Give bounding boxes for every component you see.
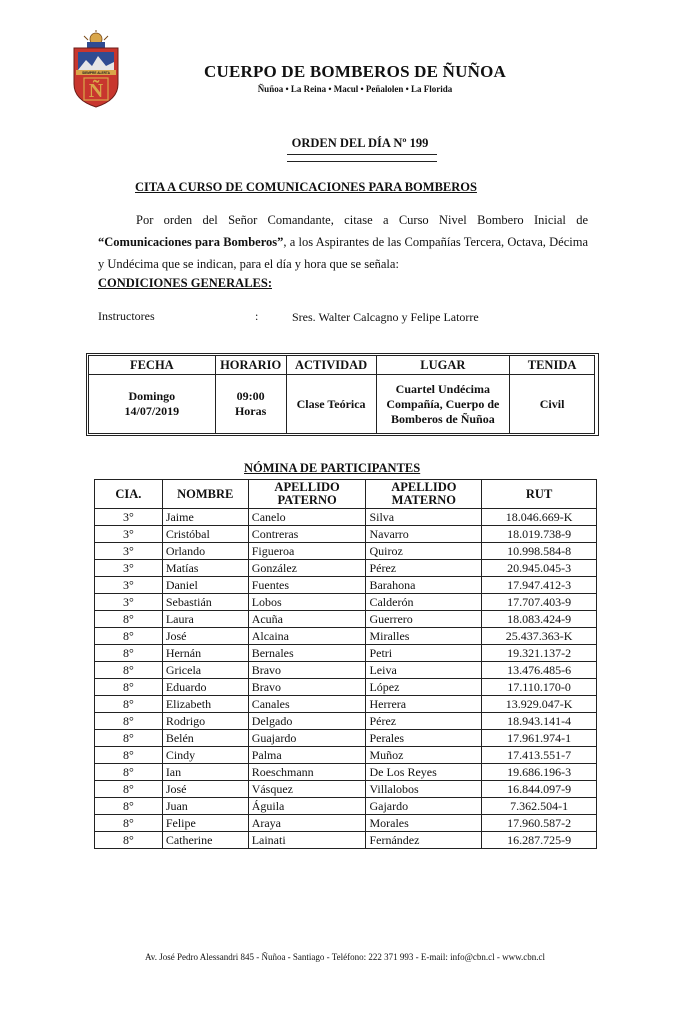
participant-cia-cell: 8° — [95, 798, 163, 815]
participant-materno-cell: Calderón — [366, 594, 482, 611]
logo-motto: SIEMPRE ALERTA — [82, 71, 110, 75]
participant-nombre-cell: Ian — [162, 764, 248, 781]
participant-rut-cell: 17.960.587-2 — [482, 815, 597, 832]
table-row — [95, 798, 597, 815]
participant-paterno-cell: Araya — [248, 815, 366, 832]
table-row — [95, 730, 597, 747]
participant-materno-cell: Fernández — [366, 832, 482, 849]
document-heading: CITA A CURSO DE COMUNICACIONES PARA BOMBEROS — [135, 180, 477, 194]
participant-rut-cell: 25.437.363-K — [482, 628, 597, 645]
table-row — [95, 645, 597, 662]
participant-cia-cell: 8° — [95, 679, 163, 696]
participant-rut-cell: 17.110.170-0 — [482, 679, 597, 696]
participant-materno-cell: Petri — [366, 645, 482, 662]
participant-materno-cell: Villalobos — [366, 781, 482, 798]
table-row — [95, 764, 597, 781]
schedule-date: 14/07/2019 — [124, 404, 180, 418]
participant-rut-cell: 18.046.669-K — [482, 509, 597, 526]
participants-title: NÓMINA DE PARTICIPANTES — [244, 461, 421, 475]
schedule-cell-actividad: Clase Teórica — [286, 375, 376, 434]
participant-paterno-cell: Bravo — [248, 662, 366, 679]
participant-rut-cell: 18.943.141-4 — [482, 713, 597, 730]
participant-paterno-cell: Fuentes — [248, 577, 366, 594]
participant-paterno-cell: Canales — [248, 696, 366, 713]
participant-paterno-cell: Acuña — [248, 611, 366, 628]
intro-text-2: , a los Aspirantes de las Compañías Tercera, Octava, Décima y Undécima que se indican, para el día y hora que se señala: — [98, 235, 589, 271]
table-row — [95, 696, 597, 713]
table-row — [95, 577, 597, 594]
participant-nombre-cell: Cristóbal — [162, 526, 248, 543]
table-row — [95, 611, 597, 628]
participant-rut-cell: 10.998.584-8 — [482, 543, 597, 560]
participant-nombre-cell: Gricela — [162, 662, 248, 679]
participant-nombre-cell: Felipe — [162, 815, 248, 832]
participant-nombre-cell: Sebastián — [162, 594, 248, 611]
schedule-table — [88, 355, 595, 434]
schedule-place-line-1: Cuartel Undécima — [395, 381, 490, 396]
participant-nombre-cell: Belén — [162, 730, 248, 747]
instructors-label: Instructores — [98, 309, 155, 323]
schedule-row — [89, 375, 595, 434]
participant-paterno-cell: Vásquez — [248, 781, 366, 798]
participant-nombre-cell: Orlando — [162, 543, 248, 560]
participant-nombre-cell: Rodrigo — [162, 713, 248, 730]
schedule-header-fecha: FECHA — [89, 356, 216, 375]
schedule-header-lugar: LUGAR — [376, 356, 510, 375]
participant-materno-cell: Barahona — [366, 577, 482, 594]
schedule-header-actividad: ACTIVIDAD — [286, 356, 376, 375]
participant-nombre-cell: Juan — [162, 798, 248, 815]
participant-rut-cell: 7.362.504-1 — [482, 798, 597, 815]
participant-nombre-cell: Elizabeth — [162, 696, 248, 713]
participant-materno-cell: Perales — [366, 730, 482, 747]
participant-rut-cell: 13.476.485-6 — [482, 662, 597, 679]
participant-cia-cell: 3° — [95, 526, 163, 543]
instructors-colon: : — [255, 309, 259, 323]
participant-materno-cell: Guerrero — [366, 611, 482, 628]
schedule-cell-horario — [215, 375, 286, 434]
schedule-time-unit: Horas — [234, 404, 267, 418]
participant-cia-cell: 8° — [95, 832, 163, 849]
participant-nombre-cell: Hernán — [162, 645, 248, 662]
order-title-double-rule — [287, 154, 437, 162]
participant-paterno-cell: Bravo — [248, 679, 366, 696]
participant-rut-cell: 17.947.412-3 — [482, 577, 597, 594]
table-row — [95, 543, 597, 560]
logo-letter: Ñ — [88, 80, 104, 102]
schedule-cell-fecha — [89, 375, 216, 434]
schedule-place-line-2: Compañía, Cuerpo de — [386, 396, 500, 411]
participant-paterno-cell: Lainati — [248, 832, 366, 849]
participant-paterno-cell: Alcaina — [248, 628, 366, 645]
intro-course-name: “Comunicaciones para Bomberos” — [98, 235, 284, 249]
participant-materno-cell: Herrera — [366, 696, 482, 713]
participant-rut-cell: 17.707.403-9 — [482, 594, 597, 611]
table-row — [95, 713, 597, 730]
participant-materno-cell: Gajardo — [366, 798, 482, 815]
participant-cia-cell: 8° — [95, 713, 163, 730]
table-row — [95, 781, 597, 798]
participant-nombre-cell: Laura — [162, 611, 248, 628]
schedule-header-horario: HORARIO — [215, 356, 286, 375]
participant-cia-cell: 8° — [95, 611, 163, 628]
participant-paterno-cell: Guajardo — [248, 730, 366, 747]
schedule-header-row — [89, 356, 595, 375]
participant-cia-cell: 8° — [95, 815, 163, 832]
participant-materno-cell: Navarro — [366, 526, 482, 543]
participant-materno-cell: Pérez — [366, 713, 482, 730]
participants-header-nombre: NOMBRE — [162, 480, 248, 509]
table-row — [95, 662, 597, 679]
participants-header-paterno — [248, 480, 366, 509]
participant-nombre-cell: Daniel — [162, 577, 248, 594]
participant-rut-cell: 17.413.551-7 — [482, 747, 597, 764]
participant-cia-cell: 3° — [95, 577, 163, 594]
participant-cia-cell: 8° — [95, 696, 163, 713]
participant-rut-cell: 17.961.974-1 — [482, 730, 597, 747]
participant-rut-cell: 18.083.424-9 — [482, 611, 597, 628]
participant-rut-cell: 19.321.137-2 — [482, 645, 597, 662]
schedule-header-tenida: TENIDA — [510, 356, 595, 375]
schedule-day: Domingo — [128, 389, 176, 403]
participants-header-cia: CIA. — [95, 480, 163, 509]
schedule-cell-lugar — [376, 375, 510, 434]
participant-materno-cell: Miralles — [366, 628, 482, 645]
table-row — [95, 747, 597, 764]
general-conditions-heading: CONDICIONES GENERALES: — [98, 276, 272, 290]
table-row — [95, 560, 597, 577]
participant-cia-cell: 8° — [95, 747, 163, 764]
participant-nombre-cell: José — [162, 628, 248, 645]
participant-rut-cell: 18.019.738-9 — [482, 526, 597, 543]
participants-header-rut: RUT — [482, 480, 597, 509]
participant-materno-cell: Pérez — [366, 560, 482, 577]
participant-paterno-cell: Figueroa — [248, 543, 366, 560]
footer-contact: Av. José Pedro Alessandri 845 - Ñuñoa - Santiago - Teléfono: 222 371 993 - E-mail: info@cbn.cl - www.cbn.cl — [144, 952, 546, 962]
participant-materno-cell: Leiva — [366, 662, 482, 679]
participant-cia-cell: 8° — [95, 645, 163, 662]
participant-paterno-cell: González — [248, 560, 366, 577]
participant-paterno-cell: Lobos — [248, 594, 366, 611]
participant-nombre-cell: Cindy — [162, 747, 248, 764]
participant-cia-cell: 8° — [95, 730, 163, 747]
participant-nombre-cell: Catherine — [162, 832, 248, 849]
participant-paterno-cell: Contreras — [248, 526, 366, 543]
participant-materno-cell: Morales — [366, 815, 482, 832]
participant-materno-cell: Silva — [366, 509, 482, 526]
participant-materno-cell: Muñoz — [366, 747, 482, 764]
participant-paterno-cell: Palma — [248, 747, 366, 764]
organization-communes: Ñuñoa • La Reina • Macul • Peñalolen • La Florida — [257, 84, 453, 94]
participant-cia-cell: 3° — [95, 560, 163, 577]
participant-materno-cell: López — [366, 679, 482, 696]
participant-nombre-cell: Eduardo — [162, 679, 248, 696]
participant-nombre-cell: José — [162, 781, 248, 798]
schedule-place-line-3: Bomberos de Ñuñoa — [390, 411, 495, 426]
participant-rut-cell: 16.287.725-9 — [482, 832, 597, 849]
participant-materno-cell: De Los Reyes — [366, 764, 482, 781]
participant-paterno-cell: Águila — [248, 798, 366, 815]
participant-cia-cell: 8° — [95, 764, 163, 781]
table-row — [95, 594, 597, 611]
participants-body — [95, 509, 597, 849]
table-row — [95, 679, 597, 696]
participant-nombre-cell: Matías — [162, 560, 248, 577]
table-row — [95, 509, 597, 526]
table-row — [95, 628, 597, 645]
participant-paterno-cell: Canelo — [248, 509, 366, 526]
participant-cia-cell: 8° — [95, 662, 163, 679]
participant-rut-cell: 19.686.196-3 — [482, 764, 597, 781]
intro-text-1: Por orden del Señor Comandante, citase a Curso Nivel Bombero Inicial de — [136, 213, 588, 227]
table-row — [95, 526, 597, 543]
participant-rut-cell: 16.844.097-9 — [482, 781, 597, 798]
header-paterno-line-1: APELLIDO — [274, 480, 340, 494]
participant-rut-cell: 13.929.047-K — [482, 696, 597, 713]
participant-cia-cell: 3° — [95, 543, 163, 560]
schedule-time: 09:00 — [236, 389, 265, 403]
participant-cia-cell: 3° — [95, 509, 163, 526]
participants-header-materno — [366, 480, 482, 509]
participants-header-row — [95, 480, 597, 509]
table-row — [95, 832, 597, 849]
header-materno-line-2: MATERNO — [391, 493, 457, 507]
participant-paterno-cell: Roeschmann — [248, 764, 366, 781]
header-materno-line-1: APELLIDO — [391, 480, 457, 494]
header-paterno-line-2: PATERNO — [277, 493, 337, 507]
schedule-cell-tenida: Civil — [510, 375, 595, 434]
participant-materno-cell: Quiroz — [366, 543, 482, 560]
participant-cia-cell: 8° — [95, 628, 163, 645]
participant-paterno-cell: Bernales — [248, 645, 366, 662]
organization-name: CUERPO DE BOMBEROS DE ÑUÑOA — [204, 62, 506, 81]
table-row — [95, 815, 597, 832]
participants-table — [94, 479, 597, 849]
instructors-value: Sres. Walter Calcagno y Felipe Latorre — [292, 310, 479, 324]
participant-cia-cell: 8° — [95, 781, 163, 798]
participant-cia-cell: 3° — [95, 594, 163, 611]
participant-paterno-cell: Delgado — [248, 713, 366, 730]
participant-rut-cell: 20.945.045-3 — [482, 560, 597, 577]
order-title: ORDEN DEL DÍA Nº 199 — [291, 136, 429, 150]
logo-crest-top — [84, 30, 108, 48]
participant-nombre-cell: Jaime — [162, 509, 248, 526]
intro-paragraph — [98, 209, 588, 275]
